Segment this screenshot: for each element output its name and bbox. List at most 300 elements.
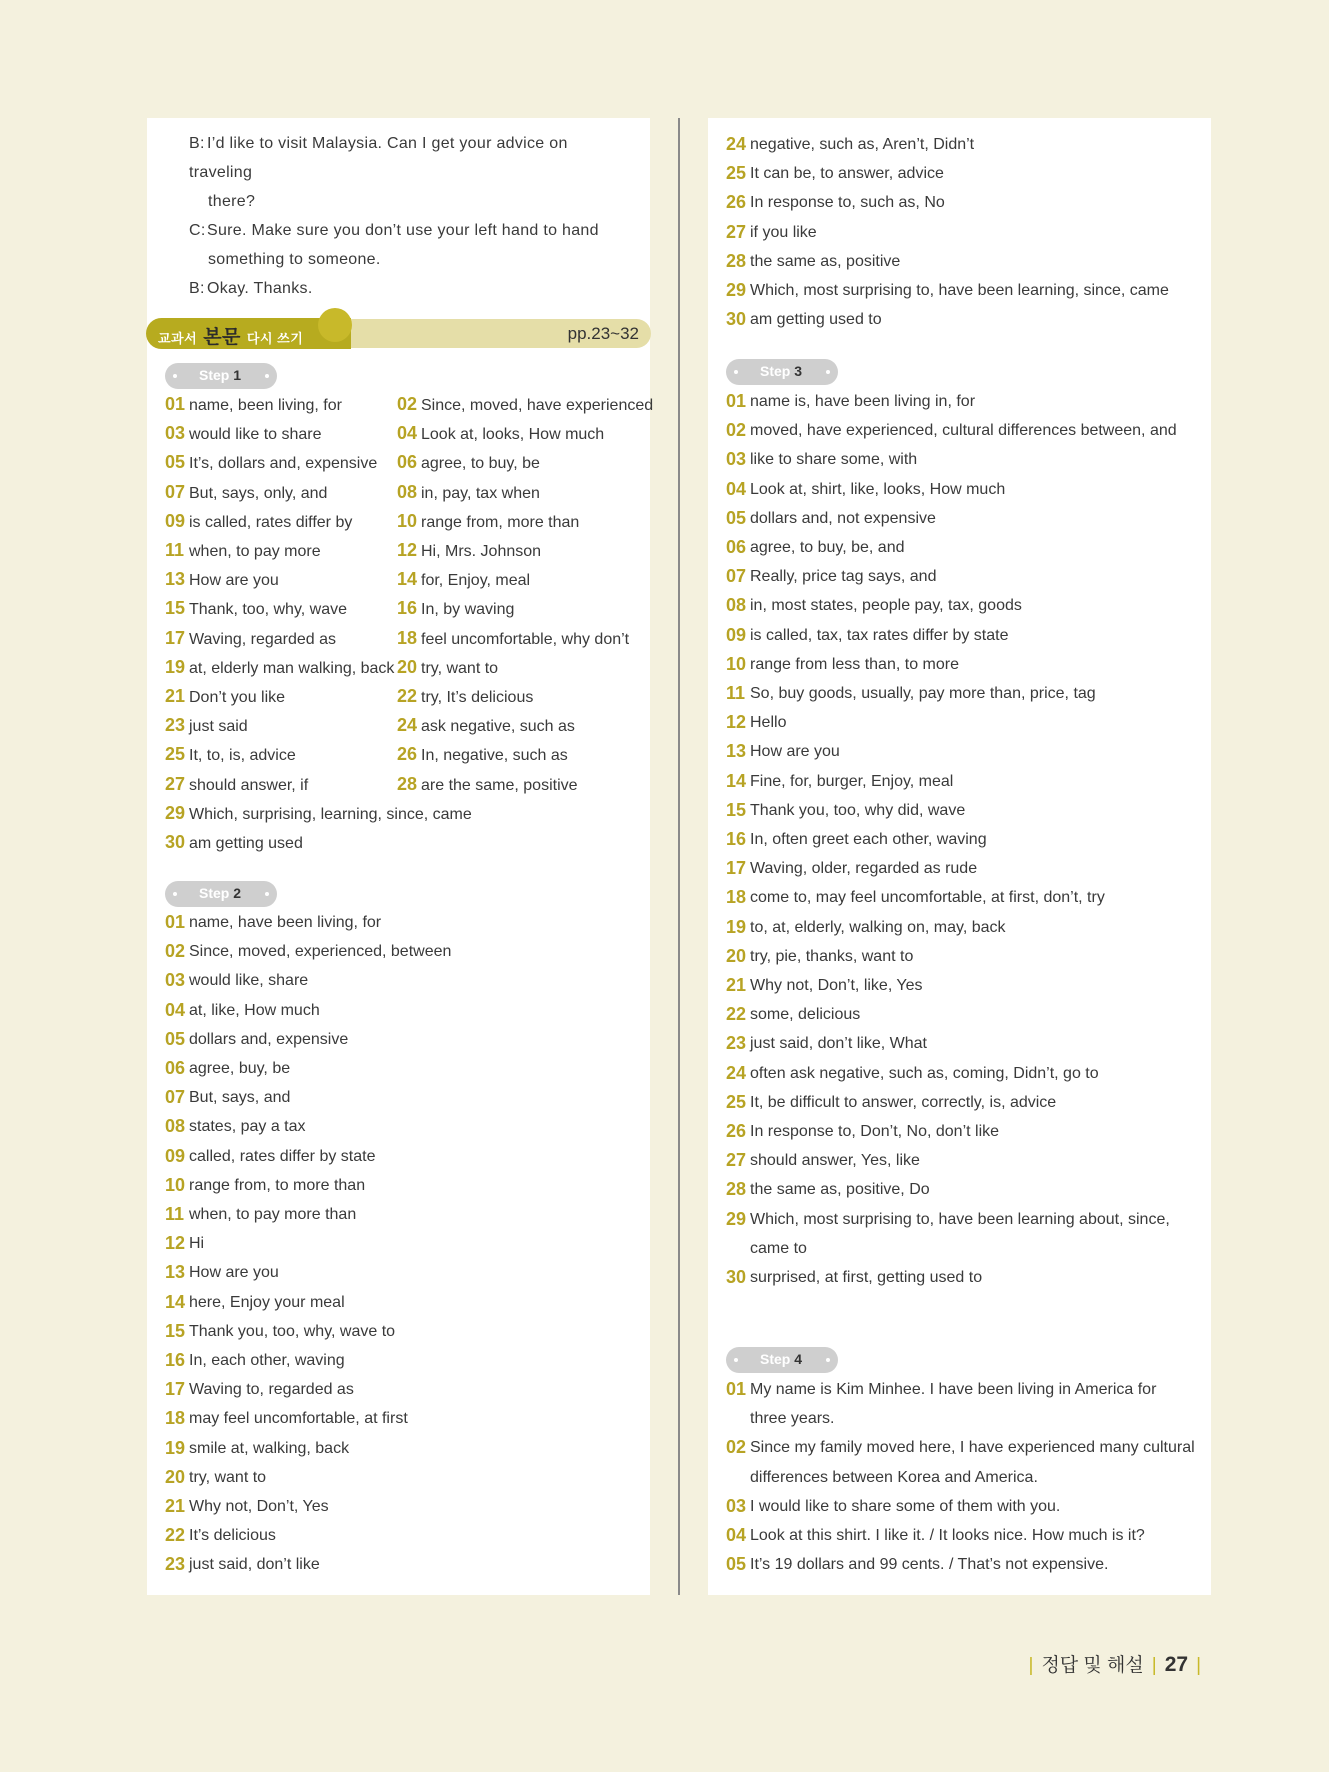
answer-item xyxy=(397,448,540,478)
answer-number: 04 xyxy=(726,478,747,499)
answer-text: How are you xyxy=(750,743,840,761)
answer-item xyxy=(165,1317,635,1346)
page-number: 27 xyxy=(1164,1653,1189,1676)
answer-number: 15 xyxy=(165,598,186,619)
answer-text: is called, rates differ by xyxy=(189,513,353,531)
answer-item xyxy=(726,445,1196,474)
answer-item xyxy=(165,711,248,741)
answer-item xyxy=(165,1404,635,1433)
answer-number: 24 xyxy=(397,715,418,736)
answer-item xyxy=(726,1146,1196,1175)
answer-number: 03 xyxy=(165,423,186,444)
answer-text: Fine, for, burger, Enjoy, meal xyxy=(750,772,954,790)
answer-number: 24 xyxy=(726,134,747,154)
answer-number: 06 xyxy=(397,452,418,473)
answer-number: 27 xyxy=(165,773,186,794)
answer-text: Thank you, too, why did, wave xyxy=(750,801,966,819)
answer-number: 30 xyxy=(726,1267,747,1288)
answer-number: 07 xyxy=(165,1087,186,1108)
answer-number: 13 xyxy=(165,1262,186,1283)
answer-text: ask negative, such as xyxy=(421,718,575,736)
answer-text: Waving to, regarded as xyxy=(189,1381,354,1399)
answer-text: agree, to buy, be xyxy=(421,455,540,473)
answer-number: 14 xyxy=(165,1291,186,1312)
answer-number: 01 xyxy=(726,391,747,411)
answer-item xyxy=(726,1117,1196,1146)
answer-item xyxy=(726,416,1196,445)
answer-text: when, to pay more than xyxy=(189,1206,357,1224)
answer-number: 30 xyxy=(726,309,747,330)
answer-text: In, often greet each other, waving xyxy=(750,831,987,849)
step-4-badge: Step 4 xyxy=(726,1347,838,1373)
answer-number: 17 xyxy=(165,1379,186,1400)
answer-item xyxy=(165,740,296,770)
answer-item xyxy=(165,1550,635,1579)
dialog-line xyxy=(189,216,634,245)
answer-number: 16 xyxy=(726,829,747,850)
answer-number: 05 xyxy=(165,1028,186,1049)
answer-text: dollars and, expensive xyxy=(189,1030,349,1048)
answer-item xyxy=(726,1000,1196,1029)
answer-text: try, It’s delicious xyxy=(421,689,534,706)
answer-number: 18 xyxy=(397,627,418,648)
answer-text: Since, moved, experienced, between xyxy=(189,943,452,961)
answer-item xyxy=(165,1142,635,1171)
answer-number: 19 xyxy=(726,916,747,937)
answer-number: 11 xyxy=(165,1204,185,1225)
answer-item xyxy=(726,1029,1196,1058)
answer-text: Which, most surprising to, have been learning about, since, came to xyxy=(750,1210,1170,1257)
answer-item xyxy=(726,475,1196,504)
answer-text: name, been living, for xyxy=(189,397,342,414)
answer-number: 30 xyxy=(165,832,186,852)
answer-text: should answer, if xyxy=(189,776,309,794)
answer-number: 26 xyxy=(726,1121,747,1142)
answer-item xyxy=(726,591,1196,620)
answer-text: I would like to share some of them with you. xyxy=(750,1497,1061,1515)
answer-number: 29 xyxy=(726,280,747,301)
answer-item xyxy=(397,624,629,654)
page-footer: | 정답 및 해설 | 27 | xyxy=(1028,1653,1201,1676)
answer-number: 02 xyxy=(726,420,747,441)
answer-number: 28 xyxy=(397,773,418,794)
step-2-badge: Step 2 xyxy=(165,881,277,907)
answer-number: 07 xyxy=(165,481,186,502)
answer-item xyxy=(397,565,530,595)
answer-text: here, Enjoy your meal xyxy=(189,1293,345,1311)
answer-text: try, want to xyxy=(189,1468,267,1486)
answer-text: Really, price tag says, and xyxy=(750,568,937,586)
answer-number: 08 xyxy=(397,481,418,502)
step-2-answers xyxy=(165,908,635,1580)
answer-item xyxy=(397,478,540,508)
answer-number: 25 xyxy=(165,744,186,765)
answer-number: 15 xyxy=(165,1320,186,1341)
answer-number: 05 xyxy=(726,507,747,528)
answer-number: 09 xyxy=(165,1145,186,1166)
answer-item xyxy=(726,767,1196,796)
dialog-text: I’d like to visit Malaysia. Can I get your advice on traveling xyxy=(189,135,568,181)
answer-text: try, want to xyxy=(421,659,499,677)
answer-text: It can be, to answer, advice xyxy=(750,165,944,183)
answer-number: 19 xyxy=(165,1437,186,1458)
answer-item xyxy=(165,478,327,508)
answer-number: 26 xyxy=(726,192,747,213)
answer-item xyxy=(165,1054,635,1083)
dialog-text: Sure. Make sure you don’t use your left hand to hand xyxy=(207,222,599,239)
step-1-badge: Step 1 xyxy=(165,363,277,389)
answer-text: would like to share xyxy=(189,426,322,444)
answer-item xyxy=(165,1258,635,1287)
dialog-line xyxy=(189,187,634,216)
dialog-text: there? xyxy=(208,193,256,210)
dialog-text: Okay. Thanks. xyxy=(207,280,313,297)
answer-text: But, says, and xyxy=(189,1089,291,1107)
answer-number: 18 xyxy=(165,1408,186,1429)
answer-text: Why not, Don’t, like, Yes xyxy=(750,977,923,995)
answer-text: negative, such as, Aren’t, Didn’t xyxy=(750,136,975,153)
answer-text: Thank, too, why, wave xyxy=(189,601,347,619)
answer-text: Waving, regarded as xyxy=(189,630,337,648)
answer-text: Which, most surprising to, have been learning, since, came xyxy=(750,282,1169,300)
answer-number: 23 xyxy=(165,1554,186,1575)
answer-item xyxy=(165,996,635,1025)
answer-number: 25 xyxy=(726,163,747,184)
answer-text: agree, to buy, be, and xyxy=(750,539,905,557)
answer-item xyxy=(726,159,1196,188)
section-header xyxy=(146,318,651,349)
answer-item xyxy=(726,971,1196,1000)
answer-item xyxy=(165,1288,635,1317)
answer-item xyxy=(726,247,1196,276)
step-3-badge: Step 3 xyxy=(726,359,838,385)
answer-number: 27 xyxy=(726,1150,747,1171)
answer-item xyxy=(726,621,1196,650)
answer-number: 12 xyxy=(726,712,747,733)
answer-text: How are you xyxy=(189,1264,279,1282)
answer-text: just said xyxy=(189,718,248,736)
answer-item xyxy=(397,536,541,566)
answer-number: 23 xyxy=(726,1033,747,1054)
answer-item xyxy=(165,390,342,420)
answer-number: 02 xyxy=(726,1437,747,1458)
answer-item xyxy=(165,1025,635,1054)
answer-text: just said, don’t like, What xyxy=(750,1035,927,1053)
answer-text: In, by waving xyxy=(421,601,515,619)
answer-item xyxy=(397,740,568,770)
answer-item xyxy=(165,1200,635,1229)
step-3-answers xyxy=(726,387,1196,1292)
answer-item xyxy=(165,1463,635,1492)
answer-item xyxy=(397,390,653,420)
answer-number: 06 xyxy=(165,1058,186,1079)
answer-text: try, pie, thanks, want to xyxy=(750,947,914,965)
answer-item xyxy=(726,305,1196,334)
answer-number: 21 xyxy=(165,1496,186,1517)
answer-item xyxy=(397,711,575,741)
answer-item xyxy=(726,130,1196,159)
answer-number: 20 xyxy=(397,656,418,677)
answer-number: 25 xyxy=(726,1091,747,1112)
answer-number: 21 xyxy=(726,975,747,996)
answer-number: 22 xyxy=(397,686,418,706)
answer-text: Look at this shirt. I like it. / It looks nice. How much is it? xyxy=(750,1527,1145,1545)
answer-item xyxy=(165,565,279,595)
answer-item xyxy=(165,1112,635,1141)
answer-number: 09 xyxy=(165,510,186,531)
answer-item xyxy=(726,650,1196,679)
answer-item xyxy=(726,387,1196,416)
answer-number: 14 xyxy=(397,569,418,590)
answer-number: 11 xyxy=(726,683,746,704)
answer-number: 24 xyxy=(726,1062,747,1083)
answer-item xyxy=(726,825,1196,854)
answer-text: in, most states, people pay, tax, goods xyxy=(750,597,1022,615)
answer-text: Hi xyxy=(189,1235,205,1253)
answer-text: Look at, looks, How much xyxy=(421,426,605,444)
answer-number: 07 xyxy=(726,566,747,587)
answer-text: just said, don’t like xyxy=(189,1556,320,1574)
answer-number: 04 xyxy=(726,1525,747,1546)
answer-number: 08 xyxy=(165,1116,186,1137)
answer-item xyxy=(397,770,578,800)
answer-text: should answer, Yes, like xyxy=(750,1152,920,1170)
answer-text: the same as, positive xyxy=(750,252,901,270)
answer-item xyxy=(397,594,514,624)
answer-item xyxy=(726,1550,1196,1579)
answer-text: In, negative, such as xyxy=(421,747,568,765)
answer-number: 03 xyxy=(726,1495,747,1516)
answer-item xyxy=(165,419,322,449)
page-range: pp.23~32 xyxy=(567,324,639,343)
answer-number: 29 xyxy=(726,1208,747,1229)
speaker-label: C: xyxy=(189,222,206,239)
answer-number: 10 xyxy=(726,653,747,674)
answer-number: 29 xyxy=(165,802,186,823)
answer-item xyxy=(165,966,635,995)
answer-text: called, rates differ by state xyxy=(189,1147,376,1165)
answer-item xyxy=(397,653,498,683)
answer-text: some, delicious xyxy=(750,1006,861,1024)
answer-item xyxy=(397,682,533,712)
answer-item xyxy=(726,1263,1196,1292)
answer-number: 13 xyxy=(726,741,747,762)
answer-number: 05 xyxy=(165,452,186,473)
answer-text: Don’t you like xyxy=(189,689,286,706)
answer-text: am getting used xyxy=(189,835,303,852)
answer-number: 03 xyxy=(165,970,186,991)
answer-text: Hello xyxy=(750,714,787,732)
step-4-answers xyxy=(726,1375,1196,1579)
answer-number: 04 xyxy=(397,423,418,444)
answer-item xyxy=(726,1088,1196,1117)
answer-number: 02 xyxy=(165,941,186,962)
answer-number: 16 xyxy=(397,598,418,619)
answer-item xyxy=(726,854,1196,883)
footer-title: 정답 및 해설 xyxy=(1041,1655,1144,1676)
answer-text: range from, more than xyxy=(421,513,580,531)
answer-number: 14 xyxy=(726,770,747,791)
answer-text: when, to pay more xyxy=(189,543,321,560)
answer-text: Since my family moved here, I have experienced many cultural differences between Korea and America. xyxy=(750,1439,1195,1486)
answer-item xyxy=(726,883,1196,912)
answer-text: range from less than, to more xyxy=(750,655,959,673)
answer-number: 19 xyxy=(165,656,186,677)
answer-item xyxy=(726,1205,1196,1263)
answer-number: 12 xyxy=(397,540,418,560)
answer-number: 08 xyxy=(726,595,747,616)
answer-text: Waving, older, regarded as rude xyxy=(750,860,978,878)
answer-number: 16 xyxy=(165,1350,186,1371)
speaker-label: B: xyxy=(189,135,205,152)
answer-item xyxy=(165,1434,635,1463)
answer-item xyxy=(397,507,579,537)
answer-text: may feel uncomfortable, at first xyxy=(189,1410,408,1428)
answer-text: Why not, Don’t, Yes xyxy=(189,1498,329,1516)
column-divider xyxy=(678,118,680,1595)
answer-item xyxy=(165,937,635,966)
answer-text: My name is Kim Minhee. I have been living in America for three years. xyxy=(750,1381,1157,1428)
answer-text: feel uncomfortable, why don’t xyxy=(421,630,630,648)
answer-text: often ask negative, such as, coming, Didn’t, go to xyxy=(750,1064,1099,1082)
answer-number: 13 xyxy=(165,569,186,590)
answer-text: range from, to more than xyxy=(189,1176,366,1194)
right-column xyxy=(708,118,1211,1595)
answer-item xyxy=(726,533,1196,562)
answer-number: 01 xyxy=(726,1379,747,1399)
answer-text: states, pay a tax xyxy=(189,1118,306,1136)
dialog-line xyxy=(189,274,634,303)
answer-item xyxy=(165,448,377,478)
answer-item xyxy=(726,188,1196,217)
answer-item xyxy=(165,624,336,654)
answer-number: 28 xyxy=(726,1179,747,1200)
answer-number: 05 xyxy=(726,1554,747,1575)
answer-text: are the same, positive xyxy=(421,776,578,794)
answer-number: 01 xyxy=(165,394,186,414)
section-title: 교과서 본문 다시 쓰기 xyxy=(158,327,304,348)
answer-item xyxy=(165,1521,635,1550)
answer-item xyxy=(726,562,1196,591)
answer-text: surprised, at first, getting used to xyxy=(750,1269,983,1287)
answer-item xyxy=(726,708,1196,737)
answer-item xyxy=(165,908,635,937)
answer-item xyxy=(165,653,394,683)
answer-item xyxy=(726,942,1196,971)
answer-item xyxy=(726,1175,1196,1204)
answer-number: 22 xyxy=(165,1525,186,1546)
answer-number: 02 xyxy=(397,394,418,414)
dialog-line xyxy=(189,129,634,187)
answer-item xyxy=(165,1171,635,1200)
answer-item xyxy=(165,682,285,712)
answer-number: 09 xyxy=(726,624,747,645)
answer-number: 10 xyxy=(397,510,418,531)
answer-item xyxy=(726,913,1196,942)
answer-text: to, at, elderly, walking on, may, back xyxy=(750,918,1006,936)
dialog-box xyxy=(189,129,634,303)
answer-item xyxy=(726,737,1196,766)
answer-text: Which, surprising, learning, since, came xyxy=(189,805,472,823)
answer-number: 15 xyxy=(726,799,747,820)
answer-number: 10 xyxy=(165,1174,186,1195)
answer-text: It’s 19 dollars and 99 cents. / That’s not expensive. xyxy=(750,1556,1109,1574)
answer-number: 20 xyxy=(726,945,747,966)
answer-item xyxy=(165,1492,635,1521)
header-circle-decoration xyxy=(318,308,352,342)
answer-text: am getting used to xyxy=(750,311,882,329)
answer-text: It’s delicious xyxy=(189,1527,276,1545)
answer-item xyxy=(726,679,1196,708)
answer-text: if you like xyxy=(750,223,817,241)
answer-item xyxy=(165,1229,635,1258)
answer-item xyxy=(165,828,303,858)
answer-item xyxy=(726,1521,1196,1550)
answer-number: 21 xyxy=(165,686,186,706)
answer-text: Look at, shirt, like, looks, How much xyxy=(750,480,1006,498)
answer-item xyxy=(726,1059,1196,1088)
answer-item xyxy=(726,218,1196,247)
answer-number: 11 xyxy=(165,540,185,560)
answer-text: moved, have experienced, cultural differences between, and xyxy=(750,422,1177,440)
answer-text: the same as, positive, Do xyxy=(750,1181,930,1199)
step-2-answers-continued xyxy=(726,130,1196,334)
answer-text: name, have been living, for xyxy=(189,914,382,931)
answer-text: for, Enjoy, meal xyxy=(421,572,531,590)
answer-text: at, like, How much xyxy=(189,1001,320,1019)
answer-text: In response to, such as, No xyxy=(750,194,945,212)
answer-text: Thank you, too, why, wave to xyxy=(189,1322,396,1340)
answer-text: So, buy goods, usually, pay more than, price, tag xyxy=(750,685,1096,703)
answer-item xyxy=(165,1346,635,1375)
answer-item xyxy=(726,1375,1196,1433)
answer-number: 22 xyxy=(726,1004,747,1025)
answer-number: 17 xyxy=(726,858,747,879)
answer-text: agree, buy, be xyxy=(189,1060,291,1078)
answer-text: It, be difficult to answer, correctly, is, advice xyxy=(750,1093,1057,1111)
answer-text: It’s, dollars and, expensive xyxy=(189,455,378,473)
answer-item xyxy=(165,536,321,566)
answer-number: 12 xyxy=(165,1233,186,1254)
answer-item xyxy=(726,1433,1196,1491)
answer-text: smile at, walking, back xyxy=(189,1439,350,1457)
answer-text: would like, share xyxy=(189,972,309,990)
answer-item xyxy=(726,796,1196,825)
answer-text: In response to, Don’t, No, don’t like xyxy=(750,1123,1000,1141)
answer-number: 03 xyxy=(726,449,747,470)
answer-number: 28 xyxy=(726,250,747,271)
answer-number: 20 xyxy=(165,1466,186,1487)
answer-text: But, says, only, and xyxy=(189,484,328,502)
dialog-line xyxy=(189,245,634,274)
answer-number: 18 xyxy=(726,887,747,908)
answer-item xyxy=(165,1083,635,1112)
answer-text: at, elderly man walking, back xyxy=(189,659,395,677)
answer-text: like to share some, with xyxy=(750,451,918,469)
answer-number: 04 xyxy=(165,999,186,1020)
answer-number: 06 xyxy=(726,537,747,558)
answer-item xyxy=(165,799,472,829)
answer-text: It, to, is, advice xyxy=(189,747,296,765)
speaker-label: B: xyxy=(189,280,205,297)
answer-number: 27 xyxy=(726,221,747,242)
answer-number: 01 xyxy=(165,912,186,932)
answer-text: How are you xyxy=(189,572,279,590)
answer-number: 17 xyxy=(165,627,186,648)
answer-text: In, each other, waving xyxy=(189,1352,345,1370)
answer-number: 26 xyxy=(397,744,418,765)
answer-item xyxy=(397,419,604,449)
